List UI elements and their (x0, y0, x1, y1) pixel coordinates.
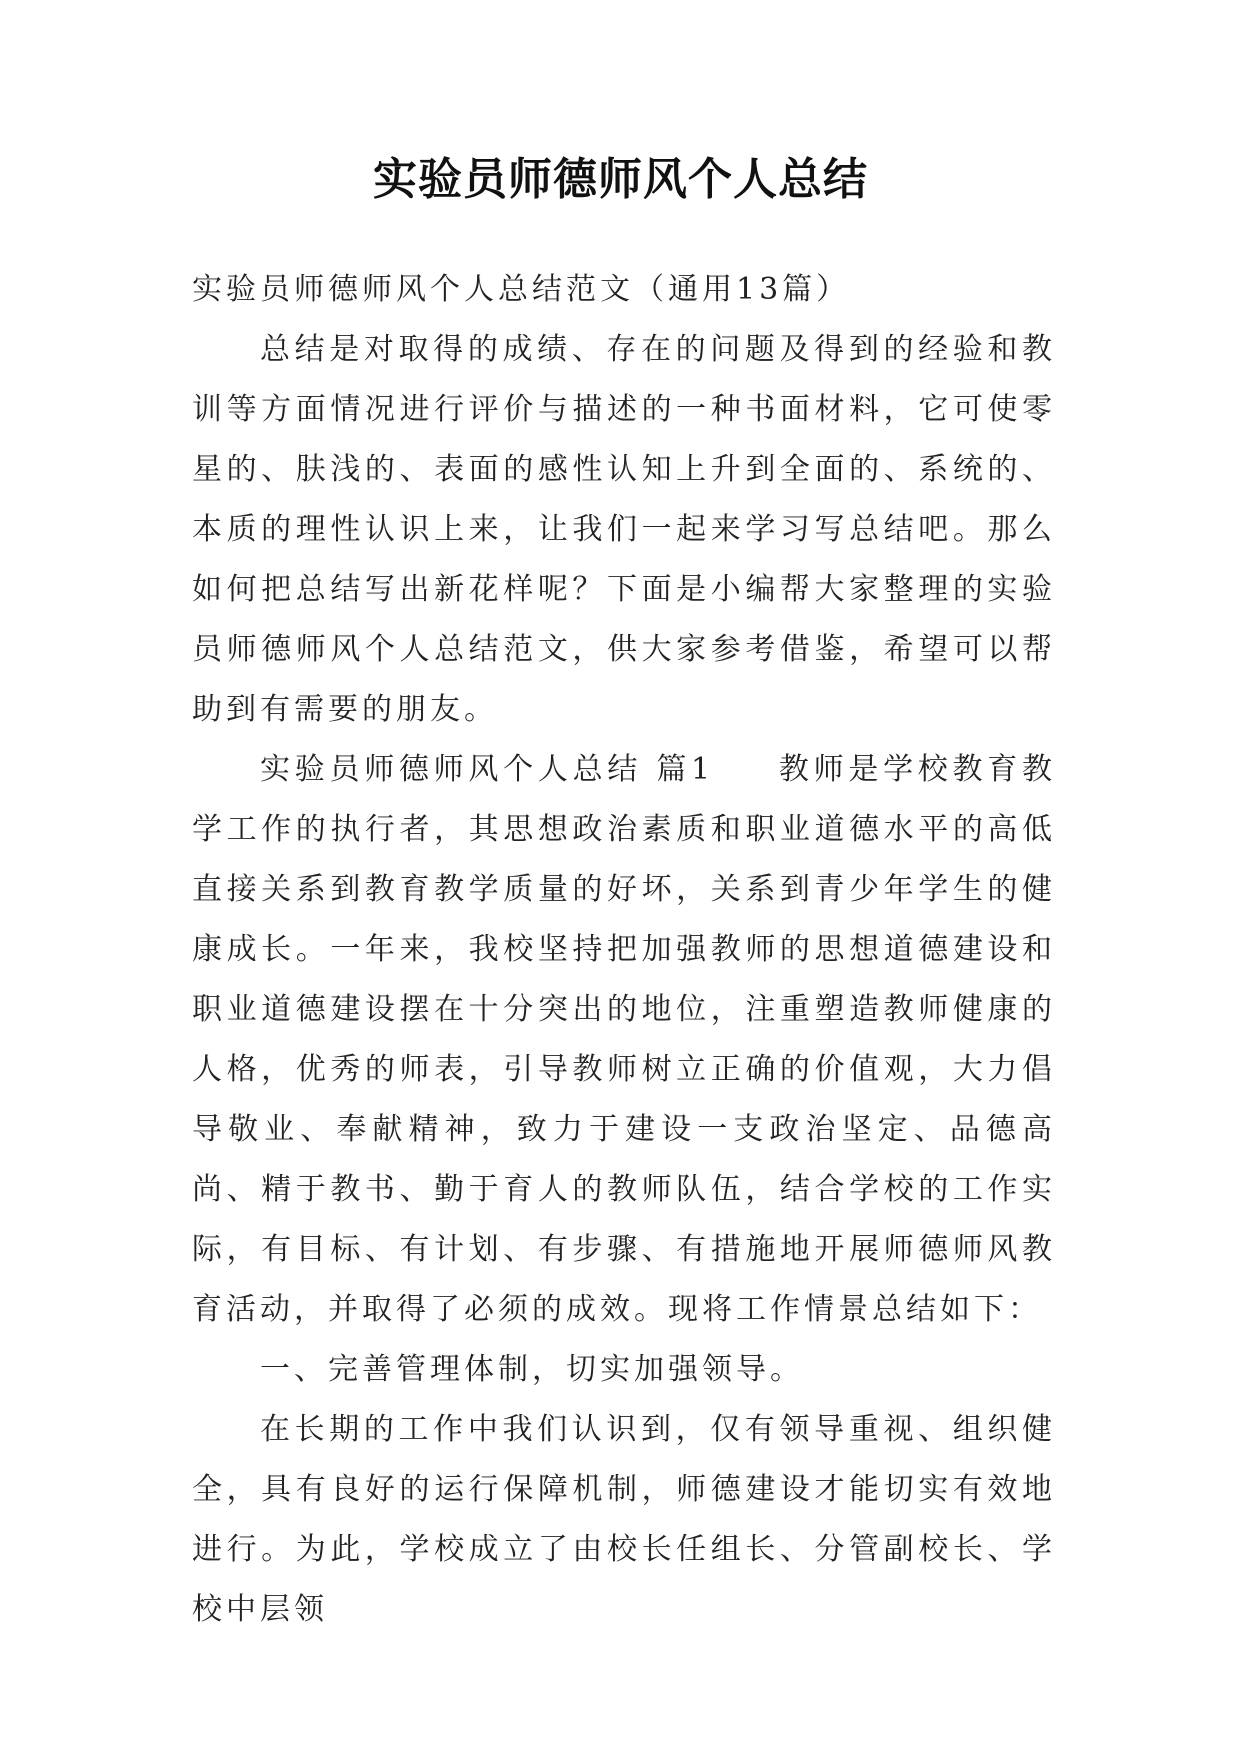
document-title: 实验员师德师风个人总结 (373, 154, 868, 205)
document-subtitle: 实验员师德师风个人总结范文（通用13篇） (192, 272, 851, 307)
section-1-paragraph (192, 740, 1056, 1340)
section-1-heading: 实验员师德师风个人总结 篇1 (260, 752, 715, 787)
intro-paragraph: 总结是对取得的成绩、存在的问题及得到的经验和教训等方面情况进行评价与描述的一种书面材料，它可使零星的、肤浅的、表面的感性认知上升到全面的、系统的、本质的理性认识上来，让我们一起来学习写总结吧。那么如何把总结写出新花样呢？下面是小编帮大家整理的实验员师德师风个人总结范文，供大家参考借鉴，希望可以帮助到有需要的朋友。 (192, 332, 1056, 727)
section-1-body: 教师是学校教育教学工作的执行者，其思想政治素质和职业道德水平的高低直接关系到教育教学质量的好坏，关系到青少年学生的健康成长。一年来，我校坚持把加强教师的思想道德建设和职业道德建设摆在十分突出的地位，注重塑造教师健康的人格，优秀的师表，引导教师树立正确的价值观，大力倡导敬业、奉献精神，致力于建设一支政治坚定、品德高尚、精于教书、勤于育人的教师队伍，结合学校的工作实际，有目标、有计划、有步骤、有措施地开展师德师风教育活动，并取得了必须的成效。现将工作情景总结如下： (192, 752, 1056, 1327)
point-1-heading: 一、完善管理体制，切实加强领导。 (260, 1352, 804, 1387)
document-body (192, 260, 1056, 1640)
point-1-paragraph: 在长期的工作中我们认识到，仅有领导重视、组织健全，具有良好的运行保障机制，师德建设才能切实有效地进行。为此，学校成立了由校长任组长、分管副校长、学校中层领 (192, 1412, 1056, 1627)
